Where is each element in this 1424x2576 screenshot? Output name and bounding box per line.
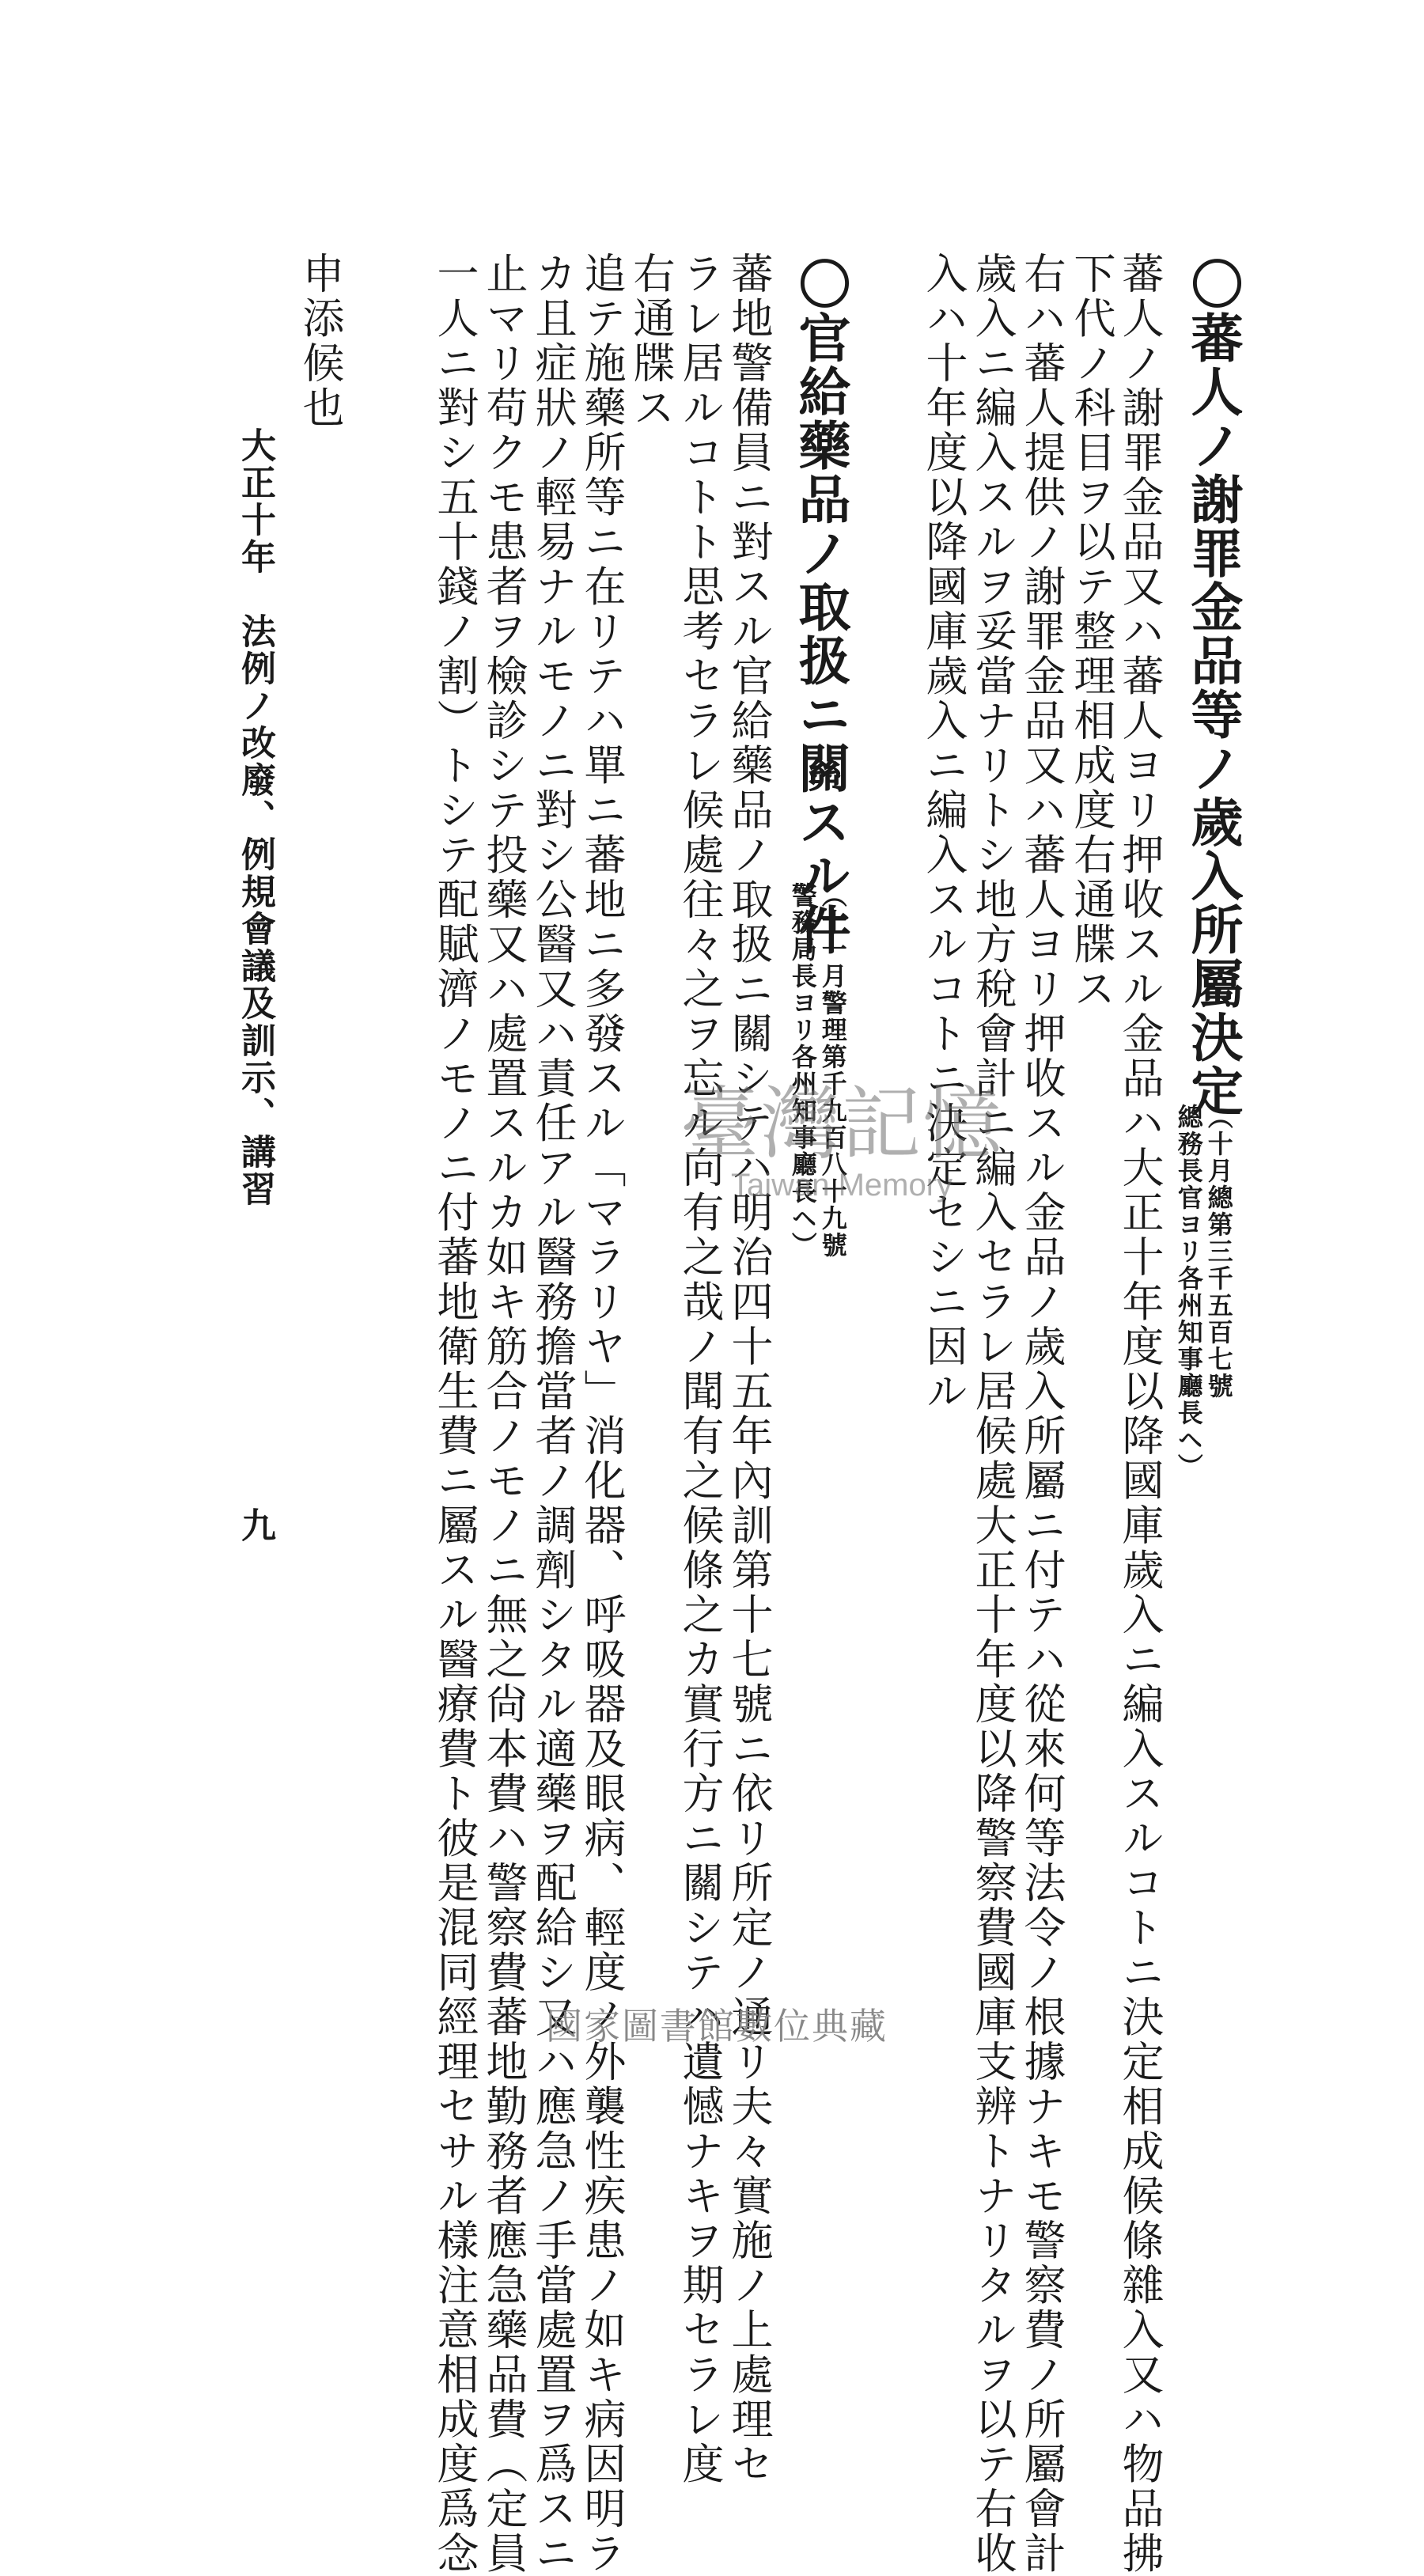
taiwan-memory-watermark bbox=[680, 1060, 1003, 1203]
watermark-chinese: 臺灣記憶 bbox=[680, 1078, 1003, 1170]
page-number: 九 bbox=[235, 1507, 275, 1544]
section2-heading: 〇官給藥品ノ取扱ニ關スル件 bbox=[790, 257, 851, 957]
section2-line-2: ラレ居ルコトト思考セラレ候處往々之ヲ忘ル向有之哉ノ聞有之候條之カ實行方ニ關シテハ遺憾ナキヲ期セラレ度 bbox=[676, 252, 724, 2487]
library-stamp: 國家圖書館數位典藏 bbox=[546, 2005, 888, 2048]
section2-line-6: 止マリ苟クモ患者ヲ檢診シテ投藥又ハ處置スルカ如キ筋合ノモノニ無之尙本費ハ警察費蕃地勤務者應急藥品費（定員 bbox=[479, 252, 528, 2576]
section1-line-2: 下代ノ科目ヲ以テ整理相成度右通牒ス bbox=[1067, 252, 1115, 1012]
section1-reference-line-2: 總務長官ヨリ各州知事廳長ヘ） bbox=[1173, 1104, 1204, 1480]
section1-line-5: 入ハ十年度以降國庫歲入ニ編入スルコトニ決定セシニ因ル bbox=[919, 252, 968, 1414]
section1-line-4: 歲入ニ編入スルヲ妥當ナリトシ地方稅會計ニ編入セラレ居候處大正十年度以降警察費國庫支辨トナリタルヲ以テ右收 bbox=[968, 252, 1017, 2576]
section2-reference-line-1: （十一月警理第千九百八十九號 bbox=[817, 882, 848, 1259]
section2-line-8: 申添候也 bbox=[296, 252, 344, 430]
section2-line-3: 右通牒ス bbox=[627, 252, 675, 430]
watermark-english: Taiwan Memory bbox=[730, 1168, 953, 1203]
section2-line-4: 追テ施藥所等ニ在リテハ單ニ蕃地ニ多發スル「マラリヤ」消化器、呼吸器及眼病、輕度ノ外襲性疾患ノ如キ病因明ラ bbox=[578, 252, 626, 2576]
section1-heading: 〇蕃人ノ謝罪金品等ノ歲入所屬決定 bbox=[1182, 257, 1244, 1118]
section1-line-1: 蕃人ノ謝罪金品又ハ蕃人ヨリ押收スル金品ハ大正十年度以降國庫歲入ニ編入スルコトニ決定相成候條雜入又ハ物品拂 bbox=[1115, 252, 1164, 2576]
section1-line-3: 右ハ蕃人提供ノ謝罪金品又ハ蕃人ヨリ押收スル金品ノ歲入所屬ニ付テハ從來何等法令ノ根據ナキモ警察費ノ所屬會計 bbox=[1017, 252, 1066, 2576]
section2-line-1: 蕃地警備員ニ對スル官給藥品ノ取扱ニ關シテハ明治四十五年內訓第十七號ニ依リ所定ノ通リ夫々實施ノ上處理セ bbox=[725, 252, 773, 2487]
section2-line-7: 一人ニ對シ五十錢ノ割）トシテ配賦濟ノモノニ付蕃地衛生費ニ屬スル醫療費ト彼是混同經理セサル樣注意相成度爲念 bbox=[430, 252, 479, 2576]
running-title: 大正十年 法例ノ改廢、例規會議及訓示、講習 bbox=[235, 427, 275, 1208]
section2-reference-line-2: 警務局長ヨリ各州知事廳長ヘ） bbox=[787, 882, 818, 1259]
section2-line-5: カ且症狀ノ輕易ナルモノニ對シ公醫又ハ責任アル醫務擔當者ノ調劑シタル適藥ヲ配給シ又ハ應急ノ手當處置ヲ爲スニ bbox=[528, 252, 577, 2576]
section1-reference-line-1: （十月總第三千五百七號 bbox=[1203, 1104, 1234, 1400]
